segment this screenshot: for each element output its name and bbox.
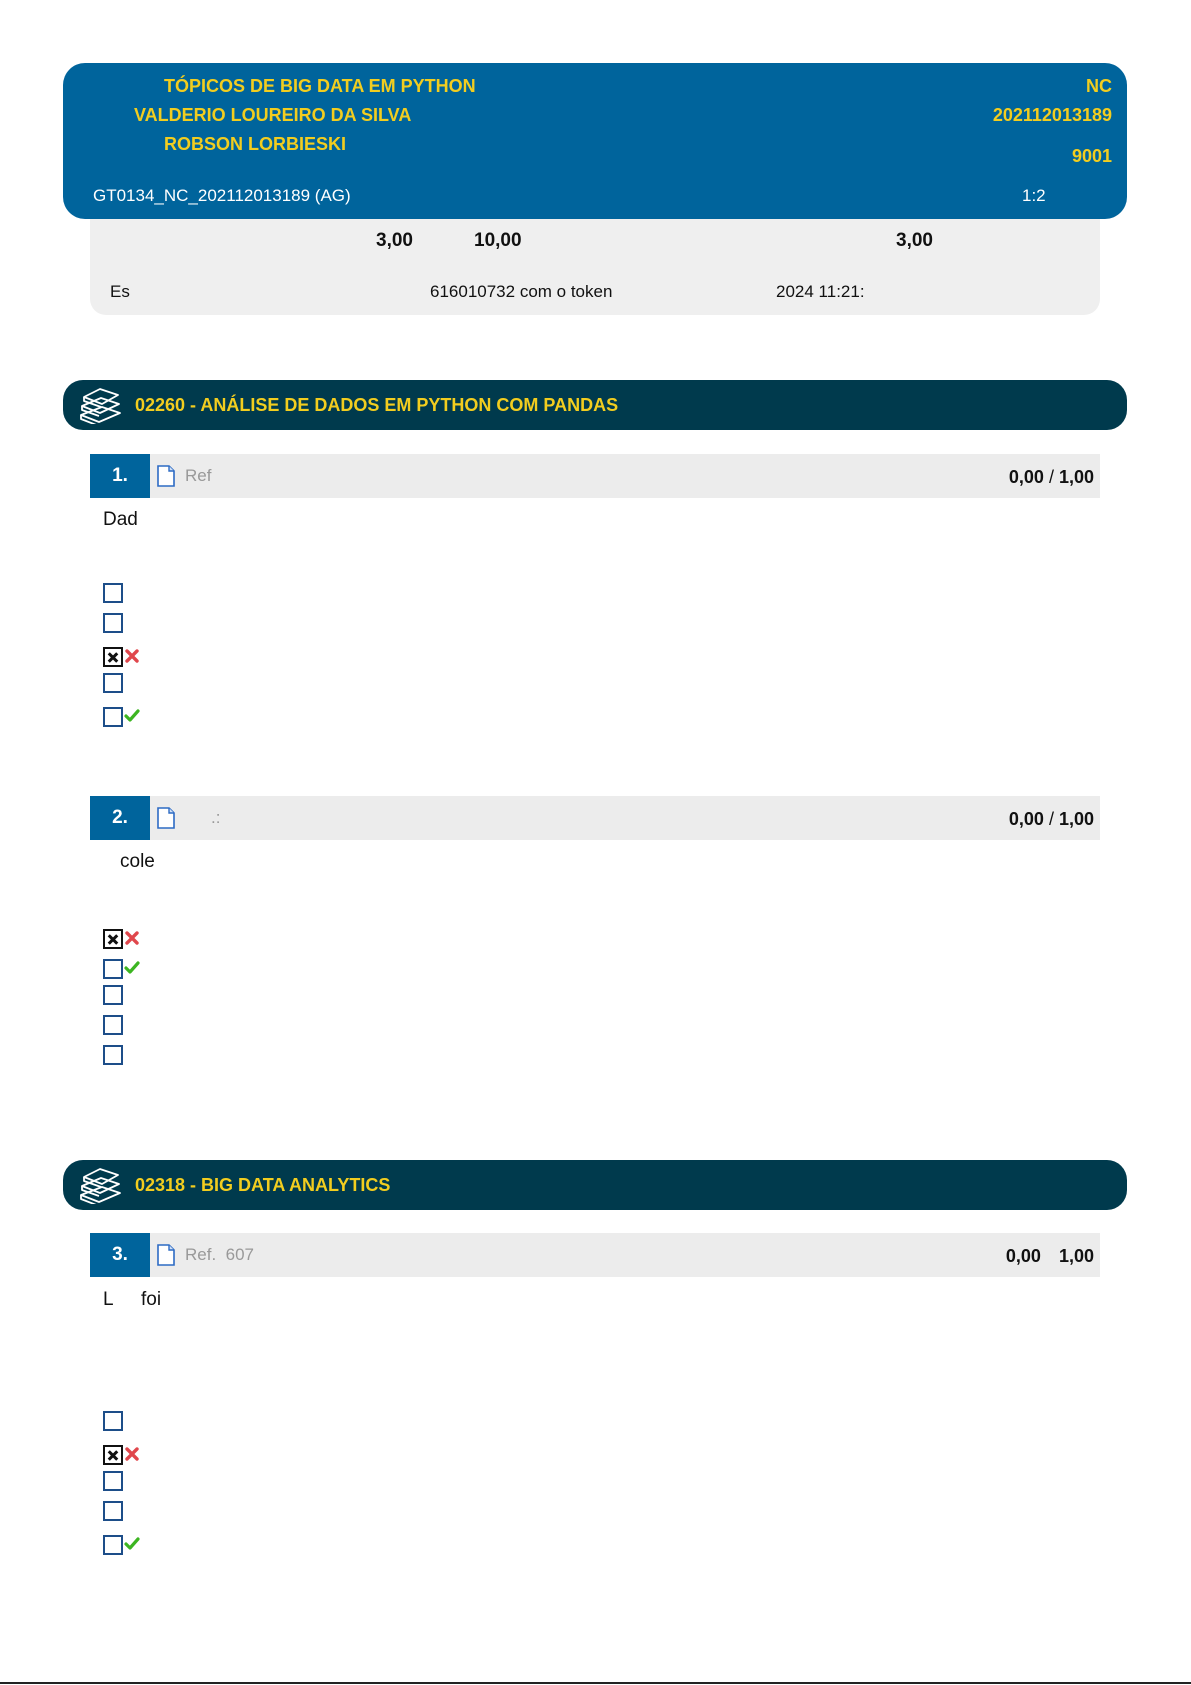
question-text: Dad [103,509,138,530]
check-icon [124,961,140,975]
option-checkbox[interactable] [103,1501,123,1521]
score-value: 0,00 [1008,467,1044,487]
option-checkbox[interactable] [103,1471,123,1491]
question-text-start: L [103,1289,114,1310]
question-header [90,454,1100,498]
option-checkbox[interactable] [103,985,123,1005]
score-value: 0,00 [1005,1246,1041,1266]
option-checkbox[interactable] [103,707,123,727]
option-checkbox[interactable] [103,613,123,633]
document-icon [157,465,175,487]
option-checkbox[interactable] [103,673,123,693]
question-score [1009,809,1094,830]
books-icon [77,1166,123,1204]
page-bottom-rule [0,1682,1191,1684]
score-total: 1,00 [1058,1246,1094,1266]
question-text: cole [120,851,155,872]
document-icon [157,807,175,829]
score-separator: / [1048,467,1054,487]
section-header [63,1160,1127,1210]
books-icon [77,386,123,424]
exam-code: NC [1086,76,1112,96]
score-total: 1,00 [1058,467,1094,487]
question-score [1006,1246,1094,1267]
info-token: 616010732 com o token [430,282,613,301]
final-grade-value: 3,00 [896,230,933,251]
option-checkbox[interactable] [103,959,123,979]
option-checkbox[interactable] [103,1535,123,1555]
wrong-x-icon [125,931,139,945]
question-header [90,1233,1100,1277]
score-separator: / [1048,809,1054,829]
exam-id: GT0134_NC_202112013189 (AG) [93,186,351,205]
option-checkbox[interactable] [103,1015,123,1035]
section-header [63,380,1127,430]
option-checkbox-marked[interactable] [103,647,123,667]
question-reference: Ref [185,466,212,485]
score-total: 1,00 [1058,809,1094,829]
registration-number: 202112013189 [992,105,1112,125]
option-checkbox-marked[interactable] [103,1445,123,1465]
question-text-continued: foi [141,1289,162,1310]
check-icon [124,1537,140,1551]
question-score [1009,467,1094,488]
option-checkbox-marked[interactable] [103,929,123,949]
max-grade-value: 10,00 [474,230,522,251]
exam-header-card [63,63,1127,219]
document-icon [157,1244,175,1266]
ratio-label: 1:2 [1022,186,1046,205]
course-name: TÓPICOS DE BIG DATA EM PYTHON [164,76,476,96]
wrong-x-icon [125,1447,139,1461]
question-number: 1. [90,454,150,498]
option-checkbox[interactable] [103,1411,123,1431]
option-checkbox[interactable] [103,1045,123,1065]
check-icon [124,709,140,723]
grades-panel [90,219,1100,315]
question-number: 3. [90,1233,150,1277]
grade-value: 3,00 [376,230,413,251]
question-header [90,796,1100,840]
student-name: VALDERIO LOUREIRO DA SILVA [134,105,412,125]
section-title: 02318 - BIG DATA ANALYTICS [135,1175,391,1195]
score-value: 0,00 [1008,809,1044,829]
question-number: 2. [90,796,150,840]
question-reference: .: [211,808,221,827]
info-left: Es [110,282,130,301]
option-checkbox[interactable] [103,583,123,603]
wrong-x-icon [125,649,139,663]
question-reference: Ref. 607 [185,1245,254,1264]
section-title: 02260 - ANÁLISE DE DADOS EM PYTHON COM PANDAS [135,395,619,415]
info-datetime: 2024 11:21: [776,282,865,301]
class-number: 9001 [1071,146,1112,166]
professor-name: ROBSON LORBIESKI [164,134,347,154]
